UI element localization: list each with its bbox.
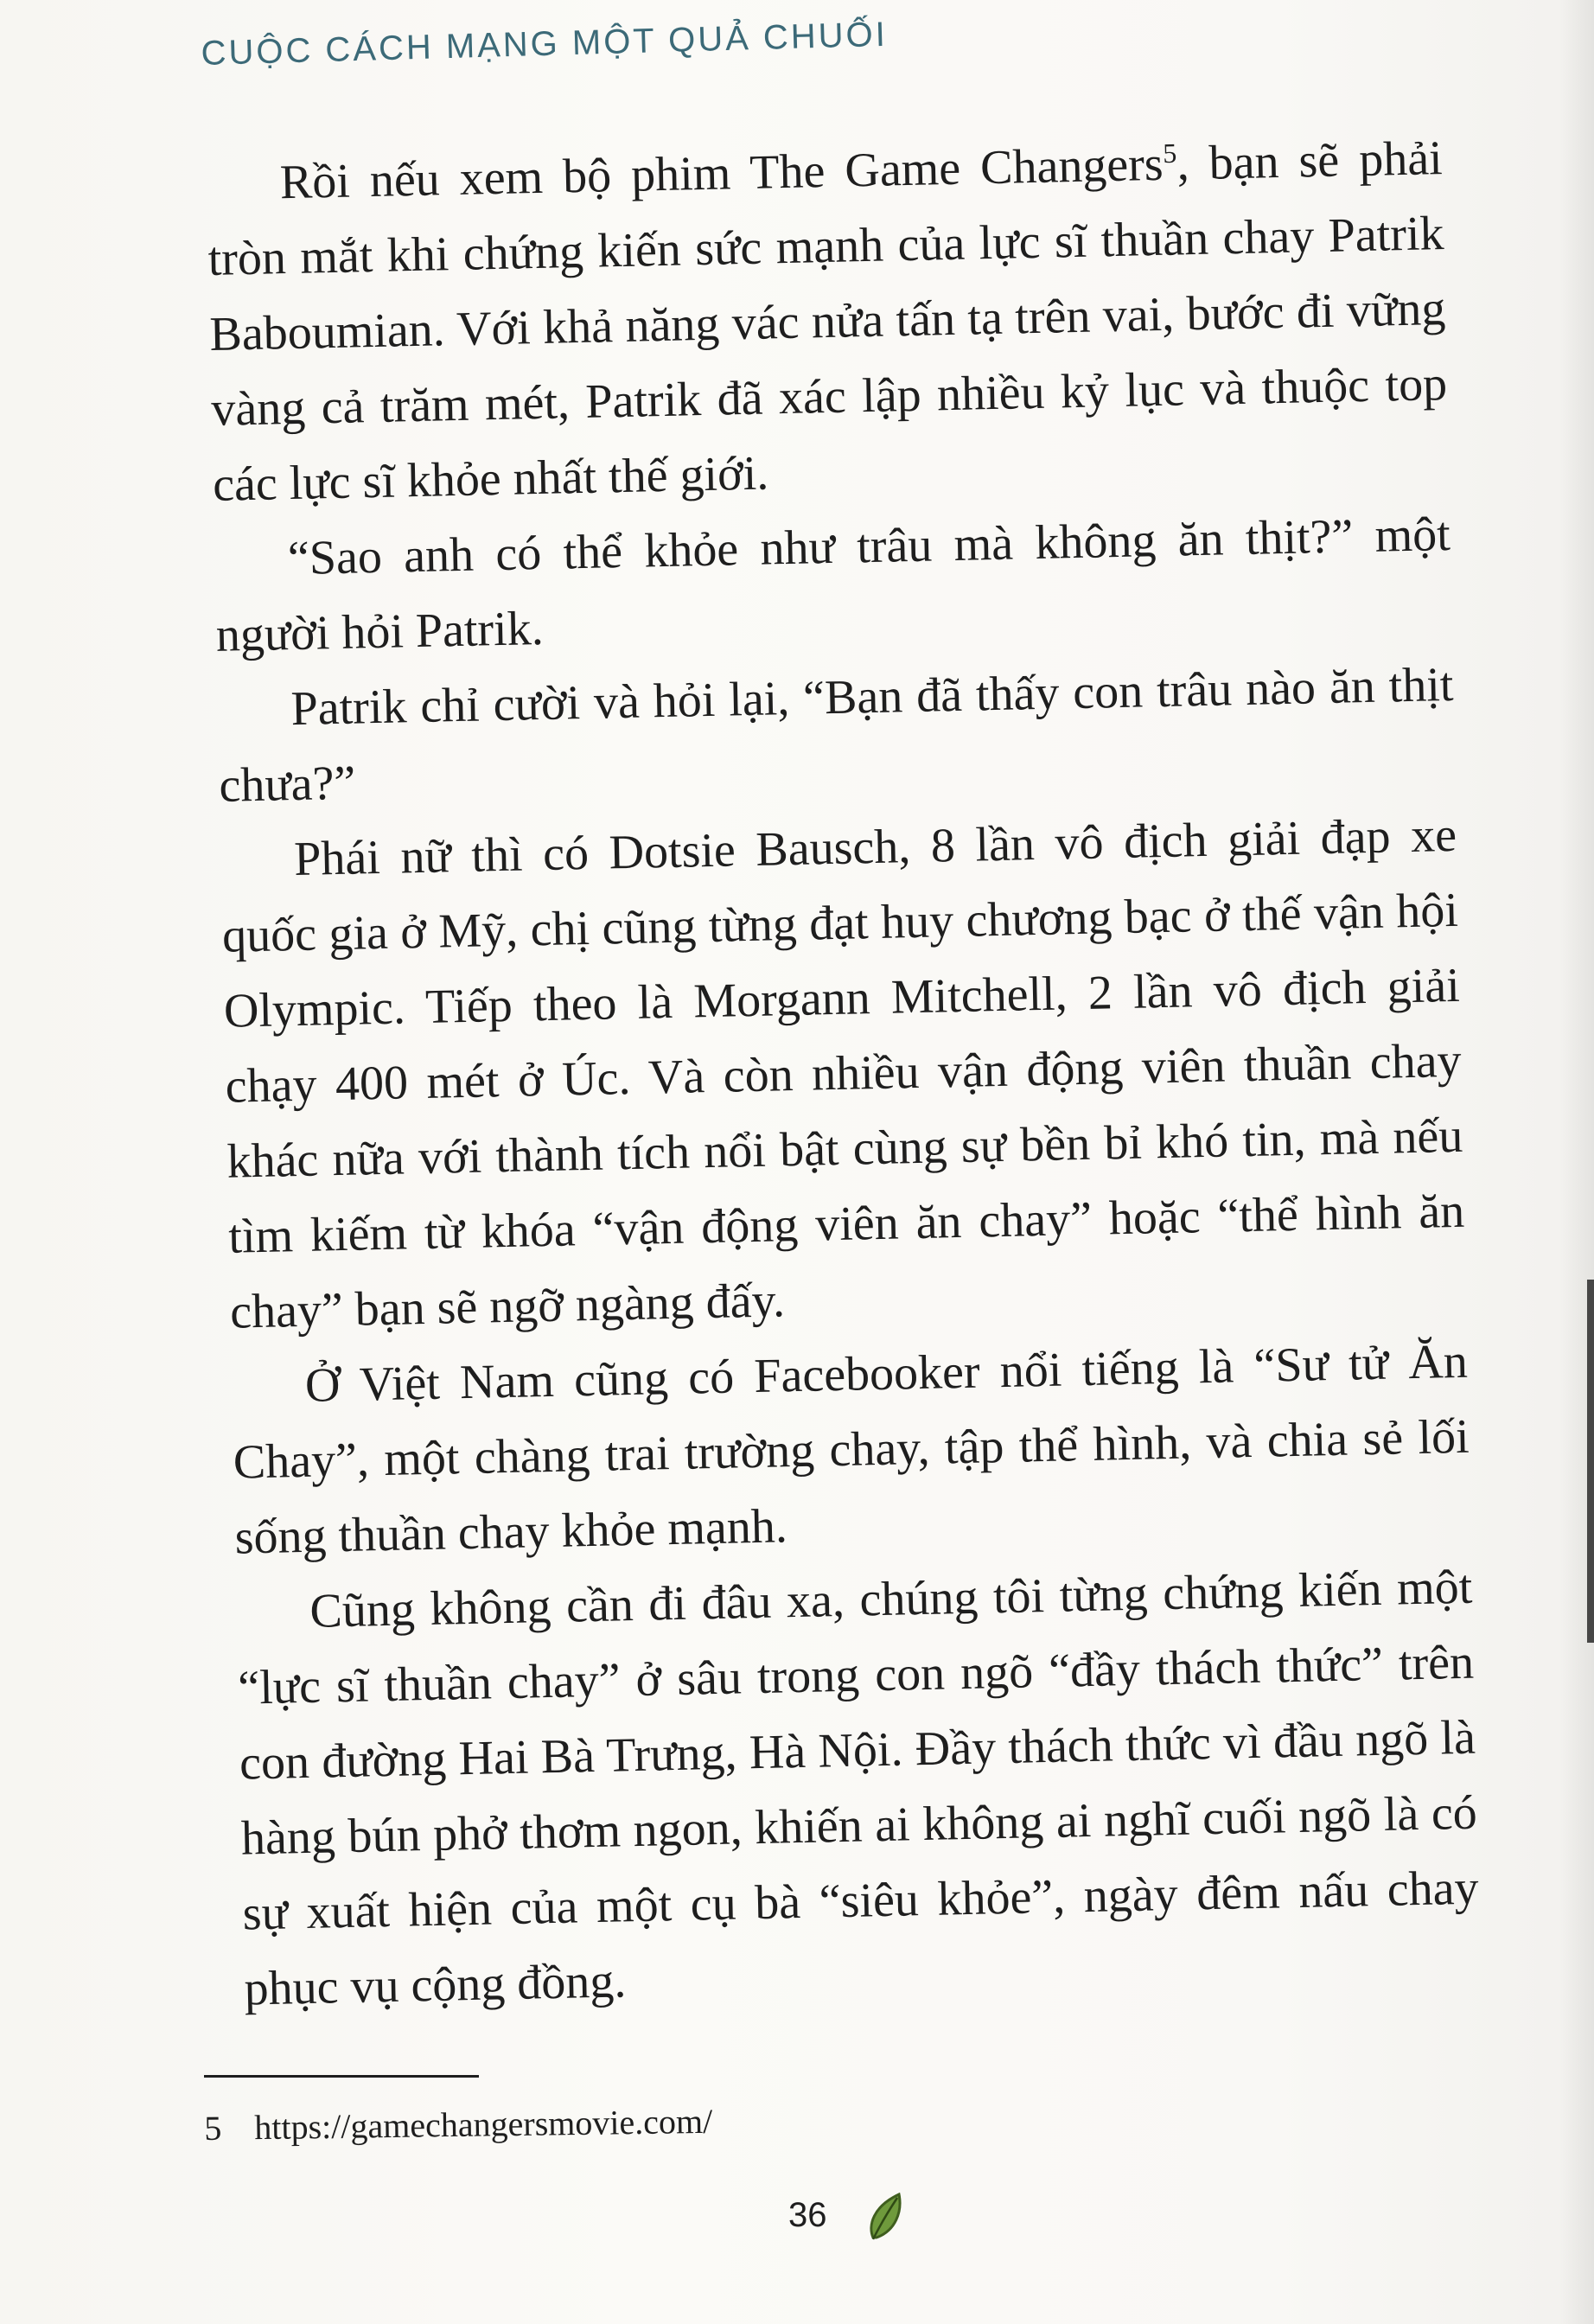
- body-text: [206, 121, 1481, 2027]
- footnote-reference: 5: [1162, 137, 1177, 169]
- footnote-number: 5: [204, 2108, 222, 2148]
- footnote-divider: [204, 2075, 479, 2078]
- footnote-url: https://gamechangersmovie.com/: [254, 2101, 713, 2148]
- footnote: [204, 2101, 712, 2148]
- paragraph-2: “Sao anh có thể khỏe như trâu mà không ăn thịt?” một người hỏi Patrik.: [215, 507, 1451, 662]
- paragraph-1-start: Rồi nếu xem bộ phim The Game Changers: [279, 137, 1164, 210]
- paragraph-3: Patrik chỉ cười và hỏi lại, “Bạn đã thấy con trâu nào ăn thịt chưa?”: [218, 657, 1454, 813]
- paragraph-4: Phái nữ thì có Dotsie Bausch, 8 lần vô địch giải đạp xe quốc gia ở Mỹ, chị cũng từng đạt huy chương bạc ở thế vận hội Olympic. Tiếp theo là Morgann Mitchell, 2 lần vô địch giải chạy 400 mét ở Úc. Và còn nhiều vận động viên thuần chay khác nữa với thành tích nổi bật cùng sự bền bỉ khó tin, mà nếu tìm kiếm từ khóa “vận động viên ăn chay” hoặc “thể hình ăn chay” bạn sẽ ngỡ ngàng đấy.: [221, 808, 1465, 1339]
- running-header: CUỘC CÁCH MẠNG MỘT QUẢ CHUỐI: [201, 15, 889, 73]
- page-edge-mark: [1587, 1280, 1594, 1643]
- paragraph-6: Cũng không cần đi đâu xa, chúng tôi từng chứng kiến một “lực sĩ thuần chay” ở sâu trong con ngõ “đầy thách thức” trên con đường Hai Bà Trưng, Hà Nội. Đầy thách thức vì đầu ngõ là hàng bún phở thơm ngon, khiến ai không ai nghĩ cuối ngõ là có sự xuất hiện của một cụ bà “siêu khỏe”, ngày đêm nấu chay phục vụ cộng đồng.: [237, 1560, 1480, 2016]
- page-number: 36: [788, 2196, 827, 2234]
- paragraph-1: [206, 121, 1450, 523]
- leaf-icon: [864, 2191, 906, 2243]
- paragraph-1-rest: , bạn sẽ phải tròn mắt khi chứng kiến sức mạnh của lực sĩ thuần chay Patrik Baboumian. Với khả năng vác nửa tấn tạ trên vai, bước đi vững vàng cả trăm mét, Patrik đã xác lập nhiều kỷ lục và thuộc top các lực sĩ khỏe nhất thế giới.: [207, 131, 1448, 512]
- page-edge-shadow: [1559, 0, 1594, 2324]
- paragraph-5: Ở Việt Nam cũng có Facebooker nổi tiếng là “Sư tử Ăn Chay”, một chàng trai trường chay, tập thể hình, và chia sẻ lối sống thuần chay khỏe mạnh.: [233, 1334, 1470, 1565]
